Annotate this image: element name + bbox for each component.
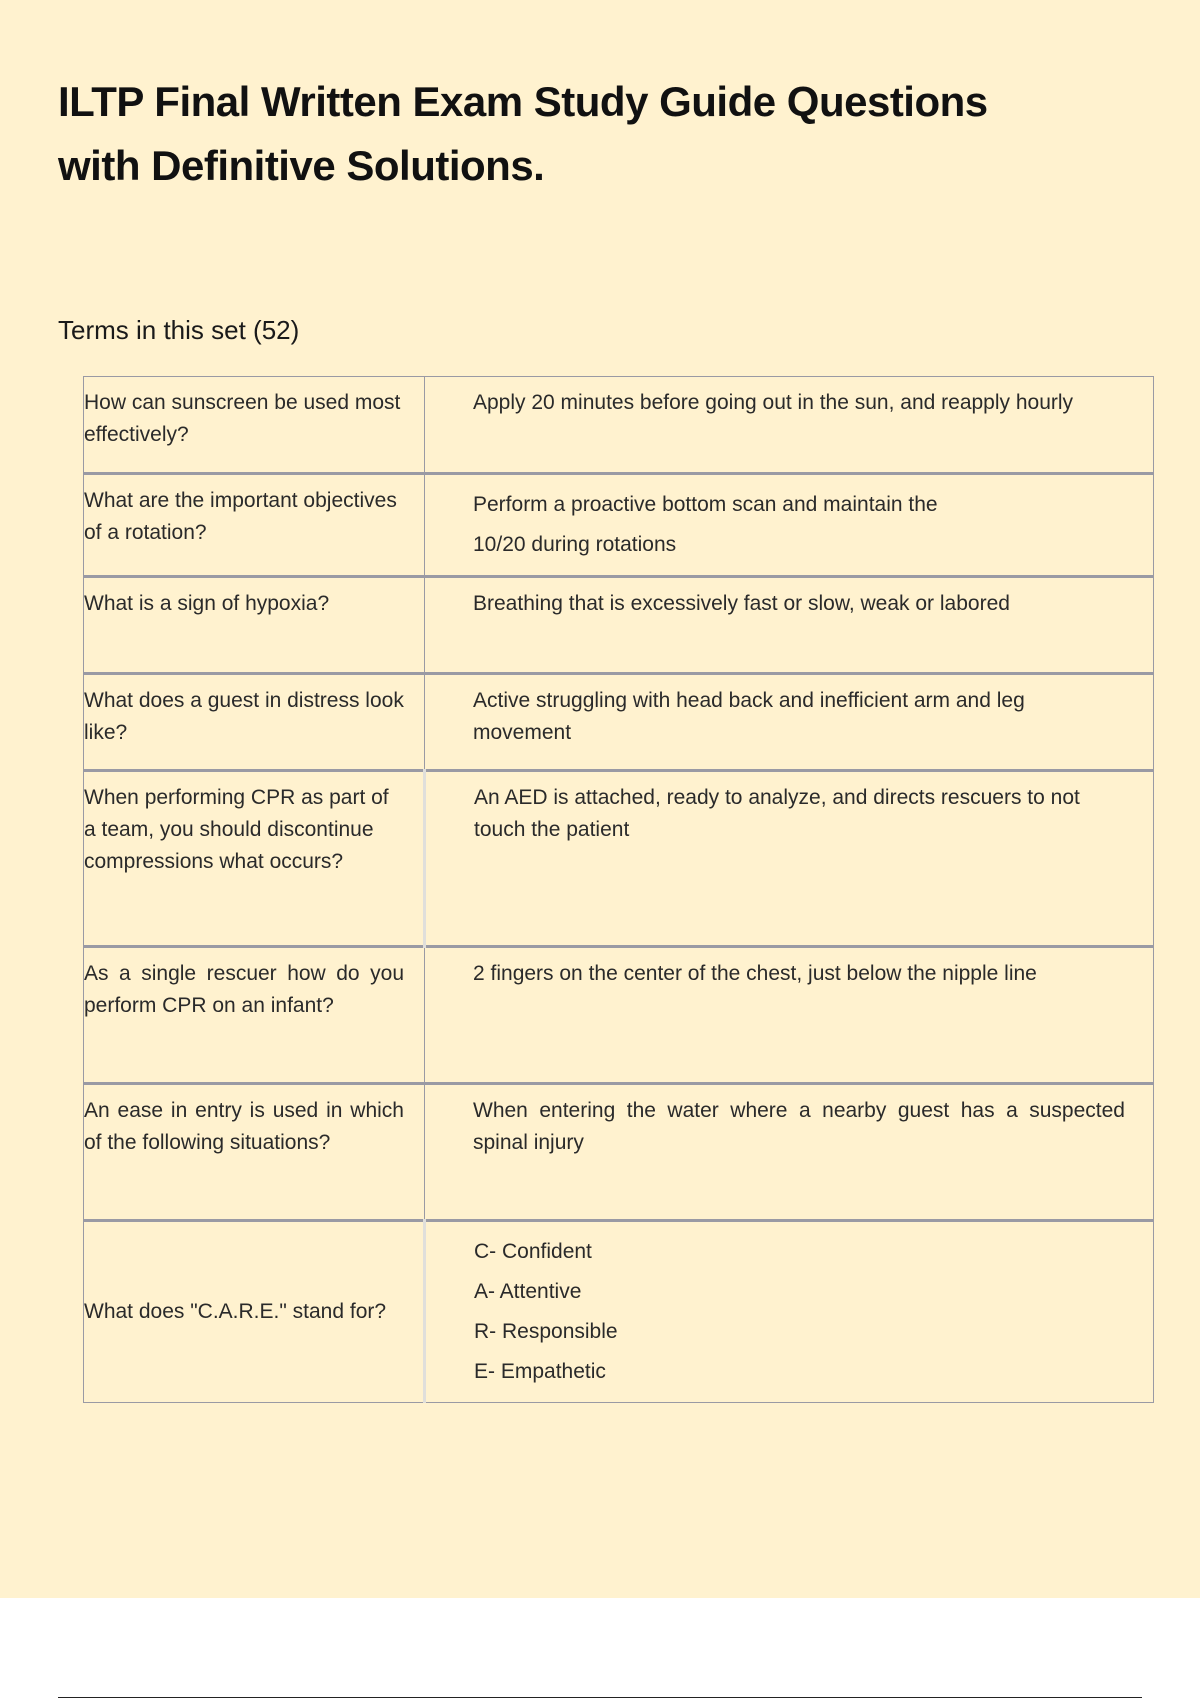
term-answer: Apply 20 minutes before going out in the sun, and reapply hourly bbox=[425, 377, 1154, 474]
footer-divider bbox=[58, 1697, 1142, 1698]
term-question: What are the important objectives of a rotation? bbox=[84, 474, 425, 577]
care-letter-responsible: R- Responsible bbox=[474, 1320, 618, 1343]
terms-table bbox=[83, 376, 1154, 1403]
term-question: What does a guest in distress look like? bbox=[84, 674, 425, 771]
term-row bbox=[84, 1221, 1154, 1403]
term-answer: 2 fingers on the center of the chest, just below the nipple line bbox=[425, 947, 1154, 1084]
care-letter-attentive: A- Attentive bbox=[474, 1280, 582, 1303]
term-row bbox=[84, 474, 1154, 577]
document-title-line: ILTP Final Written Exam Study Guide Questions bbox=[58, 78, 988, 125]
term-question: When performing CPR as part of a team, you should discontinue compressions what occurs? bbox=[84, 771, 425, 947]
term-row bbox=[84, 1084, 1154, 1221]
term-answer bbox=[425, 1221, 1154, 1403]
term-row bbox=[84, 771, 1154, 947]
care-letter-empathetic: E- Empathetic bbox=[474, 1360, 606, 1383]
term-question: What is a sign of hypoxia? bbox=[84, 577, 425, 674]
term-row bbox=[84, 577, 1154, 674]
term-question: How can sunscreen be used most effectively? bbox=[84, 377, 425, 474]
term-row bbox=[84, 674, 1154, 771]
term-answer: When entering the water where a nearby guest has a suspected spinal injury bbox=[425, 1084, 1154, 1221]
term-question: An ease in entry is used in which of the following situations? bbox=[84, 1084, 425, 1221]
term-question: What does "C.A.R.E." stand for? bbox=[84, 1221, 425, 1403]
term-row bbox=[84, 947, 1154, 1084]
document-title bbox=[58, 70, 1058, 198]
document-title-line: with Definitive Solutions. bbox=[58, 142, 545, 189]
term-answer: Active struggling with head back and inefficient arm and leg movement bbox=[425, 674, 1154, 771]
term-answer: An AED is attached, ready to analyze, and directs rescuers to not touch the patient bbox=[425, 771, 1154, 947]
terms-count-heading: Terms in this set (52) bbox=[58, 315, 300, 345]
term-row bbox=[84, 377, 1154, 474]
care-letter-confident: C- Confident bbox=[474, 1240, 592, 1263]
term-answer-line: Perform a proactive bottom scan and maintain the bbox=[473, 493, 938, 516]
term-answer: Breathing that is excessively fast or slow, weak or labored bbox=[425, 577, 1154, 674]
term-question: As a single rescuer how do you perform CPR on an infant? bbox=[84, 947, 425, 1084]
term-answer-line: 10/20 during rotations bbox=[473, 533, 677, 556]
term-answer bbox=[425, 474, 1154, 577]
